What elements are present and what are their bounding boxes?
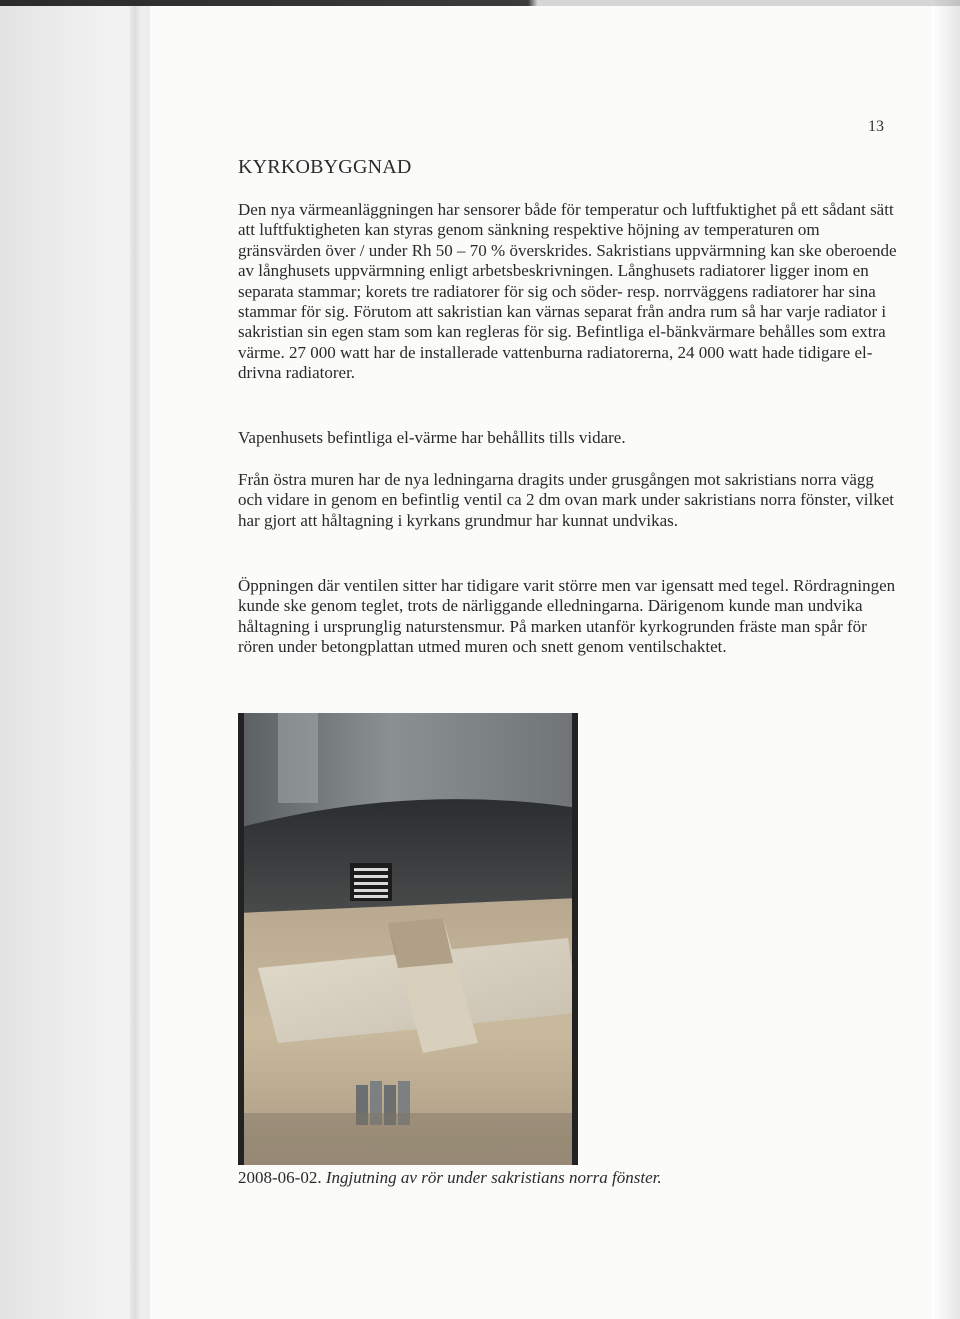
page-right-shadow	[932, 0, 960, 1319]
page-edge	[130, 0, 140, 1319]
paragraph-vent-opening: Öppningen där ventilen sitter har tidigare varit större men var igensatt med tegel. Rördragningen kunde ske genom teglet, trots de närliggande elledningarna. Därigenom kunde man undvika håltagning i ursprunglig naturstensmur. På marken utanför kyrkogrunden fräste man spår för rören under betongplattan utmed muren och snett genom ventilschaktet.	[238, 576, 896, 657]
book-gutter-shadow	[0, 0, 150, 1319]
caption-date: 2008-06-02.	[238, 1168, 322, 1187]
photo-caption	[238, 1168, 662, 1188]
caption-text: Ingjutning av rör under sakristians norra fönster.	[325, 1168, 662, 1187]
site-photo	[238, 713, 578, 1165]
paragraph-pipe-routing: Från östra muren har de nya ledningarna dragits under grusgången mot sakristians norra vägg och vidare in genom en befintlig ventil ca 2 dm ovan mark under sakristians norra fönster, vilket har gjort att håltagning i kyrkans grundmur har kunnat undvikas.	[238, 470, 894, 530]
paragraph-heating-system: Den nya värmeanläggningen har sensorer både för temperatur och luftfuktighet på ett sådant sätt att luftfuktigheten kan styras genom sänkning respektive höjning av temperaturen om gränsvärden över / under Rh 50 – 70 % överskrides. Sakristians uppvärmning kan ske oberoende av långhusets uppvärmning enligt arbetsbeskrivningen. Långhusets radiatorer ligger inom en separata stammar; korets tre radiatorer för sig och söder- resp. norrväggens radiatorer har sina stammar för sig. Förutom att sakristian kan värnas separat från andra rum så har varje radiator i sakristian sin egen stam som kan regleras för sig. Befintliga el-bänkvärmare behålles som extra värme. 27 000 watt har de installerade vattenburna radiatorerna, 24 000 watt hade tidigare el-drivna radiatorer.	[238, 200, 897, 383]
section-heading: KYRKOBYGGNAD	[238, 156, 412, 178]
paragraph-porch-heating: Vapenhusets befintliga el-värme har behållits tills vidare.	[238, 428, 626, 447]
site-photo-image	[238, 713, 578, 1165]
page-number: 13	[868, 118, 884, 135]
